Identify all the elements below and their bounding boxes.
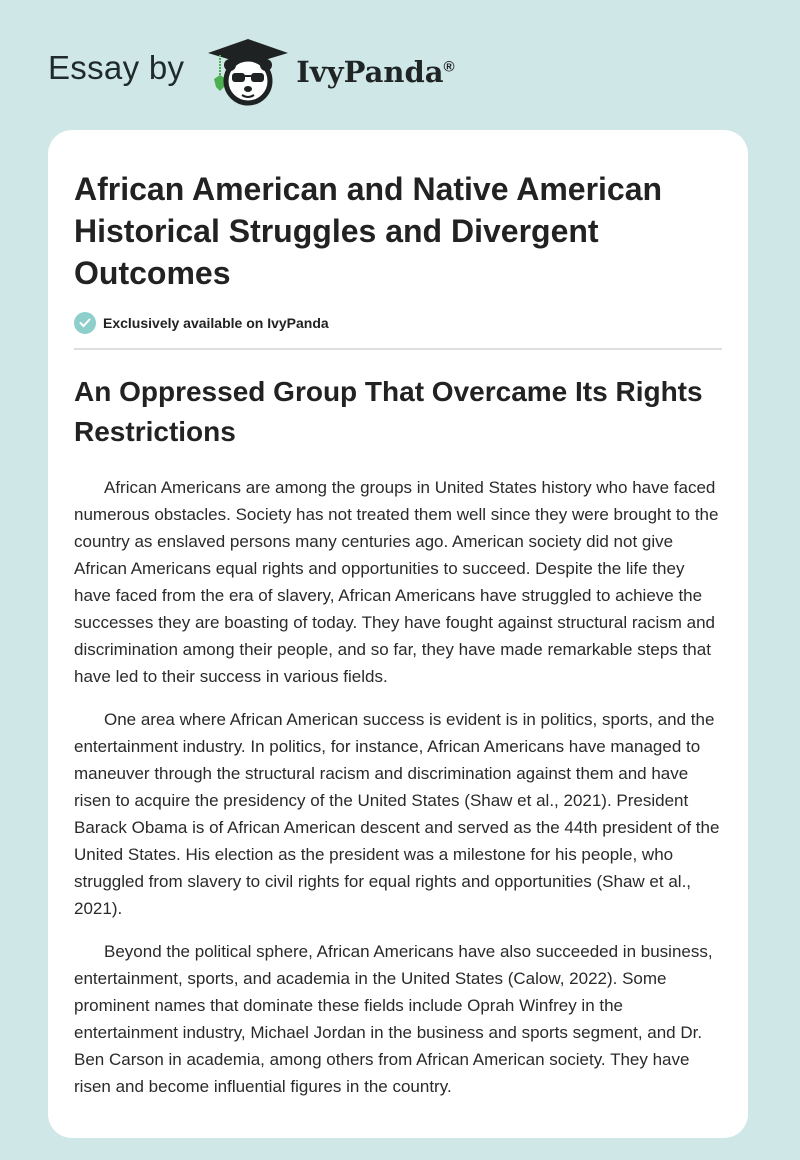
registered-mark: ®	[443, 58, 455, 76]
paragraph: One area where African American success is evident is in politics, sports, and the entertainment industry. In politics, for instance, African Americans have managed to maneuver through the structural racism and discrimination against them and have risen to acquire the presidency of the United States (Shaw et al., 2021). President Barack Obama is of African American descent and served as the 44th president of the United States. His election as the president was a milestone for his people, who struggled from slavery to civil rights for equal rights and opportunities (Shaw et al., 2021).	[74, 710, 720, 918]
exclusive-badge-text: Exclusively available on IvyPanda	[103, 315, 329, 331]
essay-by-label: Essay by	[48, 49, 185, 86]
essay-card	[48, 130, 748, 1138]
site-header	[48, 36, 455, 106]
exclusive-badge	[74, 312, 722, 334]
brand-name[interactable]	[296, 55, 454, 89]
divider	[74, 348, 722, 350]
paragraph: African Americans are among the groups in United States history who have faced numerous obstacles. Society has not treated them well since they were brought to the country as enslaved persons many centuries ago. American society did not give African Americans equal rights and opportunities to succeed. Despite the life they have faced from the era of slavery, African Americans have struggled to achieve the successes they are boasting of today. They have fought against structural racism and discrimination among their people, and so far, they have made remarkable steps that have led to their success in various fields.	[74, 478, 719, 686]
section-heading: An Oppressed Group That Overcame Its Rights Restrictions	[74, 376, 703, 447]
essay-title: African American and Native American Historical Struggles and Divergent Outcomes	[74, 171, 663, 291]
check-icon	[74, 312, 96, 334]
paragraph: Beyond the political sphere, African Americans have also succeeded in business, entertainment, sports, and academia in the United States (Calow, 2022). Some prominent names that dominate these fields include Oprah Winfrey in the entertainment industry, Michael Jordan in the business and sports segment, and Dr. Ben Carson in academia, among others from African American society. They have risen and become influential figures in the country.	[74, 942, 713, 1096]
brand-text: IvyPanda	[296, 55, 444, 89]
ivypanda-logo-icon[interactable]	[204, 35, 292, 107]
